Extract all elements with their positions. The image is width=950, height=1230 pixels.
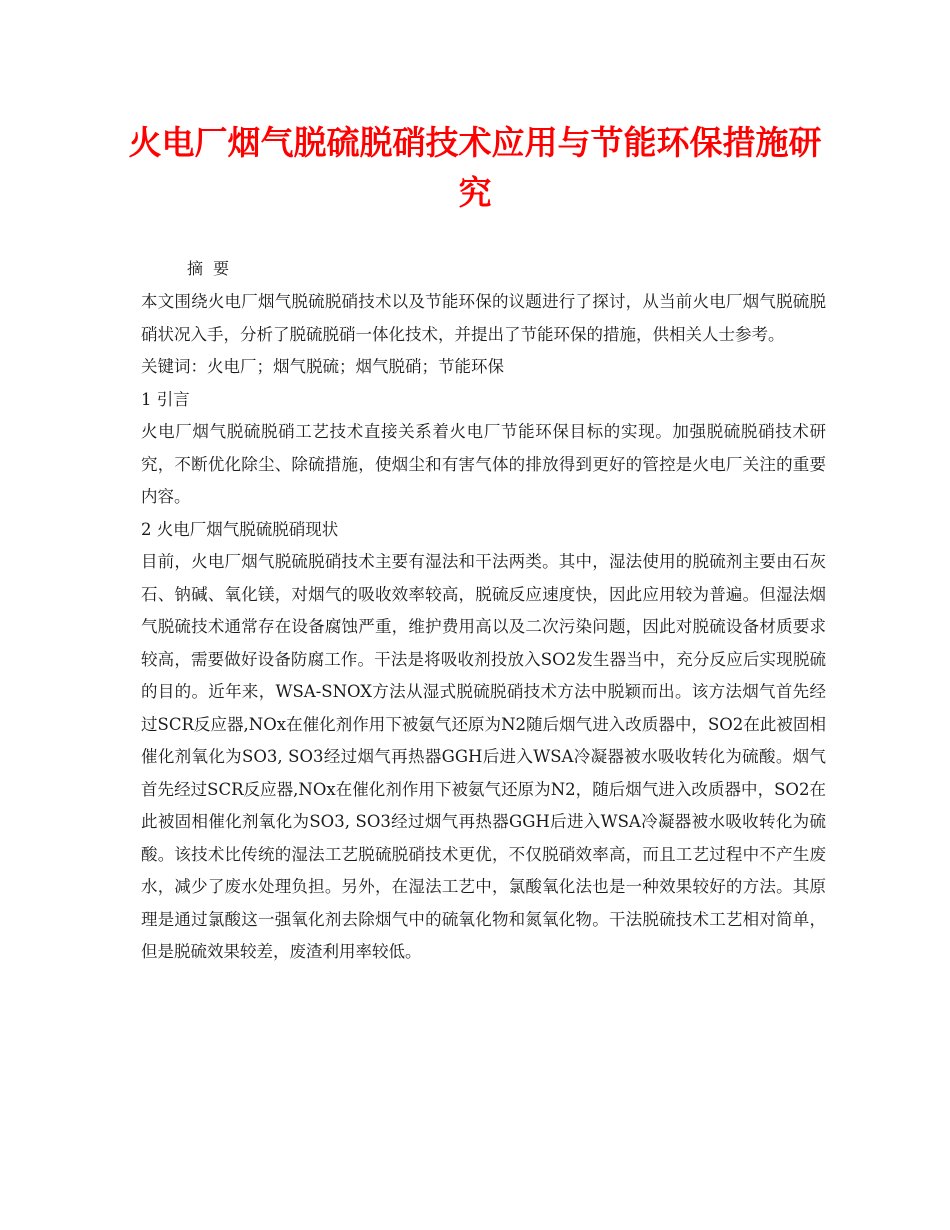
document-body	[141, 286, 826, 969]
document-title: 火电厂烟气脱硫脱硝技术应用与节能环保措施研究	[128, 123, 822, 212]
abstract-paragraph: 本文围绕火电厂烟气脱硫脱硝技术以及节能环保的议题进行了探讨，从当前火电厂烟气脱硫脱硝状况入手，分析了脱硫脱硝一体化技术，并提出了节能环保的措施，供相关人士参考。	[141, 292, 826, 344]
section-2-paragraph: 目前，火电厂烟气脱硫脱硝技术主要有湿法和干法两类。其中，湿法使用的脱硫剂主要由石灰石、钠碱、氧化镁，对烟气的吸收效率较高，脱硫反应速度快，因此应用较为普遍。但湿法烟气脱硫技术通常存在设备腐蚀严重，维护费用高以及二次污染问题，因此对脱硫设备材质要求较高，需要做好设备防腐工作。干法是将吸收剂投放入SO2发生器当中，充分反应后实现脱硫的目的。近年来，WSA-SNOX方法从湿式脱硫脱硝技术方法中脱颖而出。该方法烟气首先经过SCR反应器,NOx在催化剂作用下被氨气还原为N2随后烟气进入改质器中，SO2在此被固相催化剂氧化为SO3, SO3经过烟气再热器GGH后进入WSA冷凝器被水吸收转化为硫酸。烟气首先经过SCR反应器,NOx在催化剂作用下被氨气还原为N2，随后烟气进入改质器中，SO2在此被固相催化剂氧化为SO3, SO3经过烟气再热器GGH后进入WSA冷凝器被水吸收转化为硫酸。该技术比传统的湿法工艺脱硫脱硝技术更优，不仅脱硝效率高，而且工艺过程中不产生废水，减少了废水处理负担。另外，在湿法工艺中，氯酸氧化法也是一种效果较好的方法。其原理是通过氯酸这一强氧化剂去除烟气中的硫氧化物和氮氧化物。干法脱硫技术工艺相对简单，但是脱硫效果较差，废渣利用率较低。	[141, 552, 826, 961]
section-2-heading: 2 火电厂烟气脱硫脱硝现状	[141, 519, 339, 539]
keywords-line: 关键词：火电厂；烟气脱硫；烟气脱硝；节能环保	[141, 357, 504, 376]
section-1-heading: 1 引言	[141, 389, 190, 409]
abstract-heading: 摘要	[187, 259, 240, 278]
section-1-paragraph: 火电厂烟气脱硫脱硝工艺技术直接关系着火电厂节能环保目标的实现。加强脱硫脱硝技术研究，不断优化除尘、除硫措施，使烟尘和有害气体的排放得到更好的管控是火电厂关注的重要内容。	[141, 422, 826, 506]
